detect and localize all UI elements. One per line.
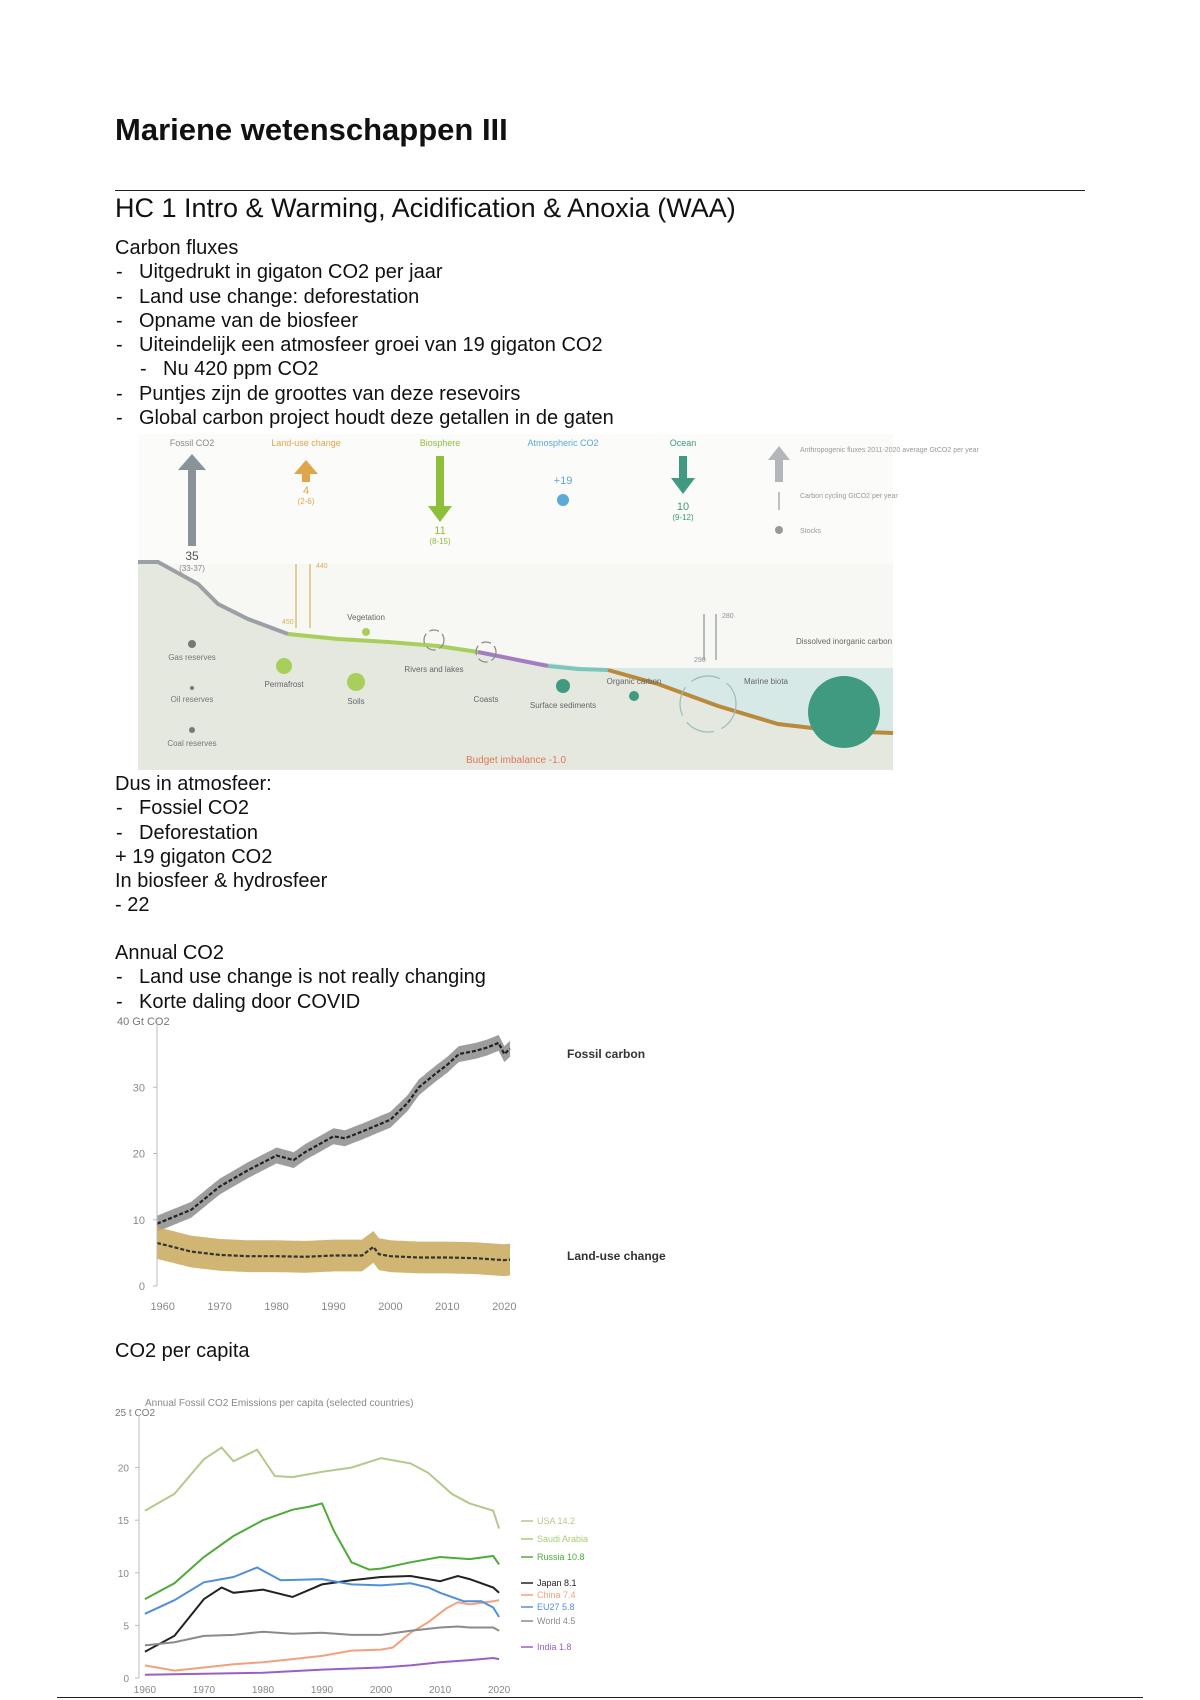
annual-y-tick-label: 0 bbox=[138, 1281, 145, 1293]
per-capita-x-tick-label: 2000 bbox=[369, 1685, 393, 1696]
soils-stock bbox=[347, 673, 365, 691]
land-cycling-up: 440 bbox=[316, 563, 328, 570]
legend-entry: India 1.8 bbox=[537, 1642, 572, 1652]
atmosphere-heading: Dus in atmosfeer: bbox=[115, 773, 272, 795]
annual-x-ticks bbox=[150, 1301, 516, 1313]
permafrost-label: Permafrost bbox=[264, 680, 304, 689]
document-title: Mariene wetenschappen III bbox=[115, 112, 508, 147]
soils-label: Soils bbox=[347, 697, 365, 706]
per-capita-y-tick-label: 0 bbox=[123, 1674, 129, 1685]
per-capita-chart bbox=[115, 1388, 615, 1698]
list-item: - Deforestation bbox=[116, 821, 258, 844]
legend-entry: Japan 8.1 bbox=[537, 1578, 577, 1588]
per-capita-x-tick-label: 1990 bbox=[310, 1685, 334, 1696]
legend-stock-icon bbox=[775, 526, 783, 534]
per-capita-y-tick-label: 20 bbox=[117, 1463, 129, 1475]
uncertainty-band bbox=[157, 1227, 510, 1276]
sediments-label: Surface sediments bbox=[529, 701, 597, 710]
vegetation-label: Vegetation bbox=[347, 613, 385, 622]
budget-imbalance-label: Budget imbalance -1.0 bbox=[465, 755, 567, 766]
organic-label: Organic carbon bbox=[606, 677, 662, 686]
legend-entry: USA 14.2 bbox=[537, 1516, 576, 1526]
per-capita-y-tick-label: 5 bbox=[123, 1621, 129, 1633]
carbon-fluxes-notes bbox=[115, 236, 614, 430]
annual-co2-chart bbox=[115, 1013, 675, 1315]
legend-entry: China 7.4 bbox=[537, 1590, 576, 1600]
legend-entry: Russia 10.8 bbox=[537, 1552, 585, 1562]
per-capita-x-tick-label: 2010 bbox=[428, 1685, 452, 1696]
land-use-range: (2-6) bbox=[297, 497, 315, 506]
list-item: - Global carbon project houdt deze getallen in de gaten bbox=[116, 407, 614, 430]
legend-cycling-label: Carbon cycling GtCO2 per year bbox=[800, 493, 898, 500]
annual-y-ticks bbox=[133, 1082, 157, 1293]
annual-heading: Annual CO2 bbox=[115, 942, 224, 964]
ocean-header: Ocean bbox=[669, 438, 697, 448]
per-capita-lines bbox=[145, 1448, 499, 1675]
list-item: - Puntjes zijn de groottes van deze resevoirs bbox=[116, 382, 521, 405]
per-capita-x-tick-label: 1980 bbox=[251, 1685, 275, 1696]
land-cycling-down: 450 bbox=[282, 619, 294, 626]
biosphere-range: (8-15) bbox=[429, 537, 451, 546]
list-item: - Fossiel CO2 bbox=[116, 797, 250, 820]
fossil-range: (33-37) bbox=[179, 564, 205, 573]
organic-stock bbox=[629, 691, 639, 701]
annual-series-labels bbox=[567, 1047, 666, 1263]
section-title: HC 1 Intro & Warming, Acidification & Anoxia (WAA) bbox=[115, 193, 736, 223]
rivers-label: Rivers and lakes bbox=[404, 665, 464, 674]
oil-stock bbox=[190, 686, 194, 690]
list-item: - Uiteindelijk een atmosfeer groei van 19 gigaton CO2 bbox=[116, 334, 603, 357]
uncertainty-band bbox=[157, 1035, 510, 1232]
ocean-value: 10 bbox=[676, 501, 690, 513]
list-item: - Land use change is not really changing bbox=[116, 966, 486, 989]
page-bottom-rule bbox=[57, 1697, 1143, 1698]
annual-bands bbox=[157, 1035, 510, 1276]
ocean-cycling-down: 290 bbox=[694, 657, 706, 664]
annual-y-label: 40 Gt CO2 bbox=[117, 1016, 170, 1028]
land-use-change-label: Land-use change bbox=[567, 1249, 666, 1263]
oil-label: Oil reserves bbox=[170, 695, 214, 704]
gas-label: Gas reserves bbox=[168, 653, 216, 662]
biosphere-value: 11 bbox=[434, 525, 446, 537]
list-item: - Land use change: deforestation bbox=[116, 285, 420, 308]
series-line bbox=[145, 1576, 499, 1652]
land-use-value: 4 bbox=[302, 485, 310, 497]
annual-x-tick-label: 1990 bbox=[321, 1301, 346, 1313]
fossil-carbon-label: Fossil carbon bbox=[567, 1047, 646, 1061]
vegetation-stock bbox=[362, 628, 370, 636]
sediment-stock bbox=[556, 679, 570, 693]
annual-x-tick-label: 1960 bbox=[150, 1301, 175, 1313]
per-capita-chart-title: Annual Fossil CO2 Emissions per capita (selected countries) bbox=[145, 1398, 414, 1409]
carbon-budget-figure bbox=[138, 434, 979, 770]
annual-y-tick-label: 20 bbox=[132, 1148, 145, 1161]
legend-flux-label: Anthropogenic fluxes 2011-2020 average GtCO2 per year bbox=[800, 447, 979, 454]
legend-entry: World 4.5 bbox=[537, 1616, 576, 1626]
title-divider bbox=[115, 190, 1085, 191]
per-capita-y-tick-label: 10 bbox=[117, 1568, 129, 1580]
annual-x-tick-label: 2000 bbox=[378, 1301, 403, 1313]
ocean-cycling-up: 280 bbox=[722, 613, 734, 620]
permafrost-stock bbox=[276, 658, 292, 674]
list-item: - Opname van de biosfeer bbox=[116, 309, 359, 332]
annual-x-tick-label: 1970 bbox=[207, 1301, 232, 1313]
atmosphere-header: Atmospheric CO2 bbox=[527, 438, 599, 448]
coasts-label: Coasts bbox=[473, 695, 499, 704]
per-capita-x-ticks bbox=[134, 1685, 511, 1696]
per-capita-notes bbox=[115, 1339, 250, 1363]
annual-x-tick-label: 2020 bbox=[492, 1301, 517, 1313]
list-item: - Korte daling door COVID bbox=[116, 990, 361, 1013]
sink-value: - 22 bbox=[115, 894, 150, 917]
legend-entry: EU27 5.8 bbox=[537, 1602, 575, 1612]
marine-label: Marine biota bbox=[743, 677, 789, 686]
per-capita-x-tick-label: 1970 bbox=[192, 1685, 216, 1696]
biosphere-header: Biosphere bbox=[419, 438, 461, 448]
series-line bbox=[145, 1658, 499, 1675]
coal-stock bbox=[189, 727, 195, 733]
annual-x-tick-label: 1980 bbox=[264, 1301, 289, 1313]
atmosphere-stock bbox=[557, 494, 569, 506]
per-capita-y-label: 25 t CO2 bbox=[115, 1408, 156, 1419]
series-line bbox=[145, 1600, 499, 1670]
atmosphere-value: +19 bbox=[553, 475, 573, 487]
list-sub-item: - Nu 420 ppm CO2 bbox=[140, 358, 319, 381]
annual-x-tick-label: 2010 bbox=[435, 1301, 460, 1313]
ocean-range: (9-12) bbox=[672, 513, 694, 522]
per-capita-heading: CO2 per capita bbox=[115, 1340, 250, 1362]
atmosphere-summary bbox=[115, 772, 327, 918]
annual-lines bbox=[157, 1043, 510, 1260]
per-capita-legend bbox=[521, 1516, 588, 1652]
legend-stock-label: Stocks bbox=[800, 528, 822, 535]
fossil-value: 35 bbox=[185, 549, 199, 563]
carbon-fluxes-heading: Carbon fluxes bbox=[115, 237, 239, 259]
sink-heading: In biosfeer & hydrosfeer bbox=[115, 870, 328, 893]
annual-y-tick-label: 10 bbox=[132, 1214, 145, 1227]
dissolved-label: Dissolved inorganic carbon bbox=[795, 637, 893, 646]
series-line bbox=[145, 1627, 499, 1646]
legend-entry: Saudi Arabia bbox=[537, 1534, 589, 1544]
gas-stock bbox=[188, 640, 196, 648]
per-capita-x-tick-label: 1960 bbox=[133, 1685, 157, 1696]
annual-co2-notes bbox=[115, 941, 486, 1014]
per-capita-x-tick-label: 2020 bbox=[487, 1685, 511, 1696]
annual-y-tick-label: 30 bbox=[132, 1082, 145, 1095]
per-capita-y-ticks bbox=[118, 1464, 139, 1685]
fossil-header: Fossil CO2 bbox=[169, 438, 215, 448]
dissolved-carbon-stock bbox=[808, 676, 880, 748]
per-capita-y-tick-label: 15 bbox=[117, 1516, 129, 1528]
land-use-header: Land-use change bbox=[271, 438, 341, 448]
list-item: - Uitgedrukt in gigaton CO2 per jaar bbox=[116, 261, 443, 284]
coal-label: Coal reserves bbox=[167, 739, 217, 748]
series-line bbox=[145, 1448, 499, 1529]
atmosphere-plus: + 19 gigaton CO2 bbox=[115, 845, 273, 868]
